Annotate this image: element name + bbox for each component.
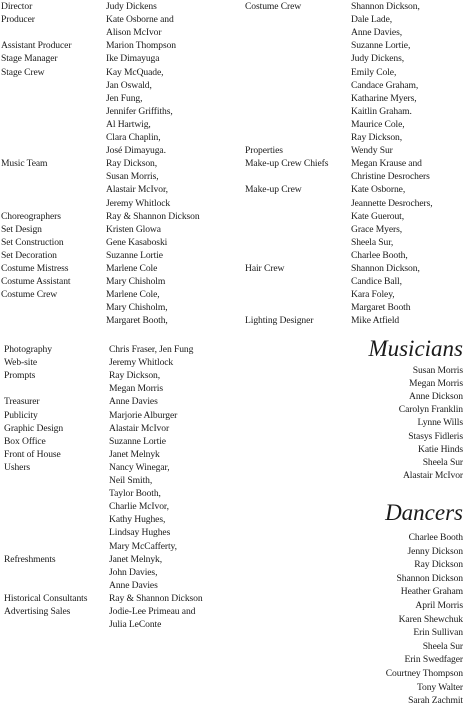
credit-name: Katharine Myers, — [351, 92, 417, 104]
credit-role: Historical Consultants — [4, 592, 88, 604]
credit-name: Emily Cole, — [351, 66, 397, 78]
credit-name: Kate Guerout, — [351, 210, 405, 222]
credit-name: Anne Davies, — [351, 27, 403, 39]
credit-role: Set Construction — [1, 236, 64, 248]
credit-name: Jeremy Whitlock — [106, 197, 171, 209]
credit-name: Chris Fraser, Jen Fung — [109, 344, 194, 355]
credit-name: Sheela Sur, — [351, 236, 394, 248]
dancer-name: Ray Dickson — [414, 559, 463, 571]
credit-name: Susan Morris, — [106, 171, 159, 183]
credit-name: Judy Dickens — [106, 1, 157, 12]
credit-name: Dale Lade, — [351, 14, 393, 26]
credit-name: Ray & Shannon Dickson — [106, 210, 200, 222]
credit-name: Kristen Glowa — [106, 223, 161, 235]
credit-role: Make-up Crew — [245, 184, 302, 196]
credit-name: Alastair McIvor — [109, 422, 170, 434]
musician-name: Sheela Sur — [422, 456, 463, 468]
credit-name: Kate Osborne and — [106, 14, 174, 26]
credit-name: Margaret Booth, — [106, 315, 168, 327]
credit-role: Photography — [4, 344, 52, 355]
credit-role: Stage Crew — [1, 66, 45, 78]
dancers-heading: Dancers — [385, 500, 463, 525]
dancer-name: Courtney Thompson — [385, 668, 463, 679]
musician-name: Katie Hinds — [418, 443, 463, 455]
credit-role: Set Design — [1, 223, 42, 235]
credit-name: Jan Oswald, — [106, 79, 152, 91]
credit-role: Hair Crew — [245, 263, 285, 274]
credit-role: Advertising Sales — [4, 606, 71, 617]
credit-name: Jeremy Whitlock — [109, 357, 174, 369]
credit-name: Ray & Shannon Dickson — [109, 592, 203, 604]
credit-name: Megan Morris — [109, 383, 163, 395]
credit-name: Jeannette Desrochers, — [351, 197, 433, 209]
credit-role: Treasurer — [4, 396, 40, 408]
credit-role: Set Decoration — [1, 249, 57, 261]
credit-role: Costume Crew — [245, 1, 302, 12]
credit-role: Properties — [245, 145, 283, 157]
credit-name: Anne Davies — [109, 579, 158, 591]
credit-role: Ushers — [4, 461, 31, 473]
dancer-name: Jenny Dickson — [407, 545, 463, 557]
credit-role: Producer — [1, 14, 35, 26]
credit-role: Costume Assistant — [1, 276, 71, 288]
credit-name: Janet Melnyk, — [109, 553, 163, 565]
credit-name: Wendy Sur — [351, 145, 393, 157]
credit-name: Kathy Hughes, — [109, 514, 166, 526]
credit-role: Front of House — [4, 448, 61, 460]
credit-role: Stage Manager — [1, 53, 58, 65]
credit-name: Mary Chisholm — [106, 276, 166, 288]
credit-name: Gene Kasaboski — [106, 236, 168, 248]
credit-name: Jen Fung, — [106, 92, 143, 104]
dancer-name: Sarah Zachmit — [408, 695, 463, 707]
dancer-name: Sheela Sur — [422, 640, 463, 652]
credit-name: Mary Chisholm, — [106, 302, 168, 314]
credit-name: Shannon Dickson, — [351, 1, 420, 12]
credit-name: Suzanne Lortie, — [351, 40, 411, 52]
credit-name: Jodie-Lee Primeau and — [109, 606, 196, 617]
credit-name: Clara Chaplin, — [106, 132, 161, 143]
credit-name: Mary McCafferty, — [109, 540, 177, 552]
credit-name: Kara Foley, — [351, 289, 395, 301]
musician-name: Megan Morris — [409, 378, 463, 390]
musician-name: Stasys Fidleris — [408, 430, 463, 442]
credit-name: Ike Dimayuga — [106, 53, 160, 65]
credit-role: Choreographers — [1, 210, 61, 222]
musician-name: Lynne Wills — [417, 417, 463, 429]
musician-name: Alastair McIvor — [402, 469, 463, 481]
credit-role: Refreshments — [4, 553, 56, 565]
credit-name: John Davies, — [109, 566, 158, 578]
credit-role: Costume Crew — [1, 289, 58, 301]
credit-name: Candice Ball, — [351, 276, 402, 288]
credit-name: Charlie McIvor, — [109, 501, 169, 513]
credit-name: Lindsay Hughes — [109, 527, 171, 539]
credit-name: José Dimayuga. — [106, 145, 166, 157]
credit-name: Charlee Booth, — [351, 249, 408, 261]
credit-name: Marlene Cole, — [106, 289, 160, 301]
credit-name: Anne Davies — [109, 396, 158, 408]
credit-name: Neil Smith, — [109, 475, 153, 486]
credit-name: Taylor Booth, — [109, 488, 161, 500]
credit-name: Shannon Dickson, — [351, 263, 420, 274]
credit-role: Director — [1, 1, 33, 12]
credit-name: Margaret Booth — [351, 302, 411, 314]
dancer-name: Karen Shewchuk — [398, 613, 463, 625]
credit-name: Ray Dickson, — [109, 370, 161, 382]
credit-role: Prompts — [4, 370, 36, 382]
credit-name: Suzanne Lortie — [109, 435, 166, 447]
dancer-name: Heather Graham — [400, 586, 463, 598]
credit-role: Lighting Designer — [245, 315, 314, 327]
credit-name: Kate Osborne, — [351, 184, 406, 196]
credit-role: Graphic Design — [4, 422, 64, 434]
musician-name: Susan Morris — [412, 365, 463, 376]
credit-name: Suzanne Lortie — [106, 249, 163, 261]
credit-role: Web-site — [4, 357, 38, 369]
dancer-name: Charlee Booth — [408, 532, 463, 543]
credit-name: Ray Dickson, — [351, 132, 403, 143]
credit-name: Marlene Cole — [106, 263, 158, 274]
credit-name: Marjorie Alburger — [109, 409, 178, 421]
credit-name: Grace Myers, — [351, 223, 403, 235]
credit-name: Julia LeConte — [109, 619, 162, 631]
dancer-name: Erin Sullivan — [413, 627, 463, 639]
dancer-name: April Morris — [415, 600, 463, 611]
credit-name: Mike Atfield — [351, 315, 400, 327]
credit-role: Box Office — [4, 435, 46, 447]
credit-role: Assistant Producer — [1, 40, 72, 52]
credit-role: Music Team — [1, 158, 48, 170]
credit-name: Marion Thompson — [106, 40, 177, 52]
musician-name: Carolyn Franklin — [398, 404, 463, 416]
dancer-name: Shannon Dickson — [396, 572, 463, 584]
credit-role: Publicity — [4, 409, 38, 421]
credit-name: Alison McIvor — [106, 27, 162, 39]
credit-name: Judy Dickens, — [351, 53, 405, 65]
credit-name: Jennifer Griffiths, — [106, 105, 173, 117]
credit-name: Kay McQuade, — [106, 66, 164, 78]
musicians-heading: Musicians — [368, 336, 463, 361]
musician-name: Anne Dickson — [409, 391, 463, 403]
credit-name: Candace Graham, — [351, 79, 419, 91]
credit-name: Maurice Cole, — [351, 118, 405, 130]
credit-name: Christine Desrochers — [351, 171, 430, 183]
credit-name: Ray Dickson, — [106, 158, 158, 170]
credit-name: Alastair McIvor, — [106, 184, 168, 196]
credit-name: Megan Krause and — [351, 158, 422, 170]
dancer-name: Erin Swedfager — [404, 654, 463, 666]
credit-name: Al Hartwig, — [106, 118, 151, 130]
credit-role: Make-up Crew Chiefs — [245, 158, 329, 170]
credit-name: Janet Melnyk — [109, 448, 160, 460]
credit-name: Kaitlin Graham. — [351, 105, 412, 117]
credit-name: Nancy Winegar, — [109, 461, 170, 473]
dancer-name: Tony Walter — [416, 681, 463, 693]
credit-role: Costume Mistress — [1, 263, 69, 274]
